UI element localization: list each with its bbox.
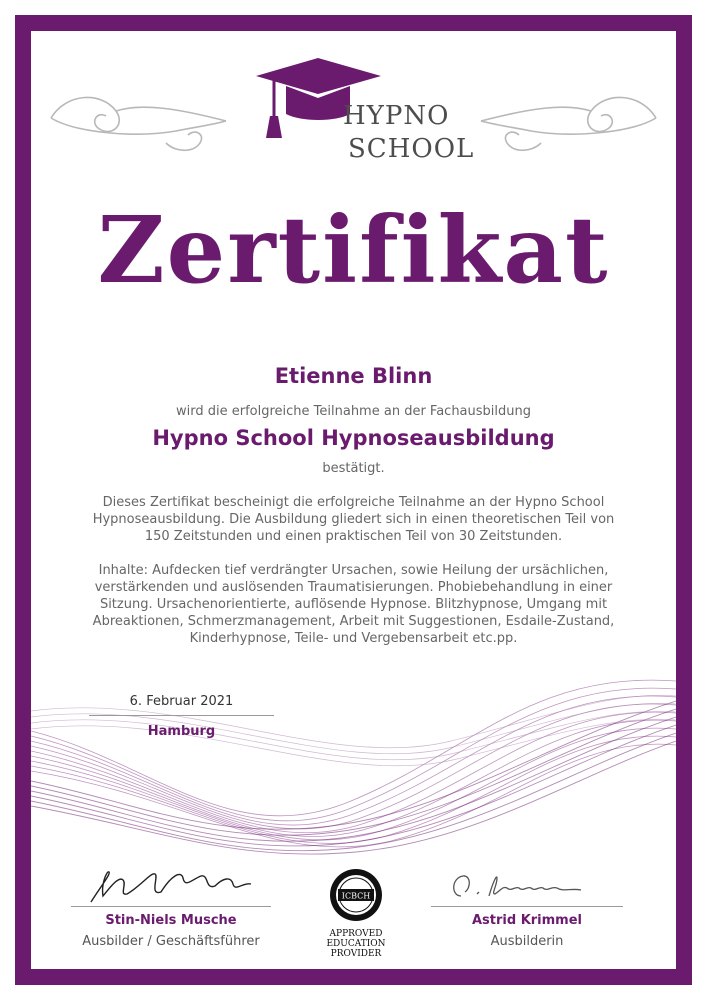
right-flourish-icon xyxy=(476,83,661,158)
certificate-title: Zertifikat xyxy=(97,196,610,304)
signatory-role-left: Ausbilder / Geschäftsführer xyxy=(82,934,260,949)
signature-krimmel-icon xyxy=(431,866,623,906)
signature-line-left xyxy=(71,906,271,907)
course-name: Hypno School Hypnoseausbildung xyxy=(152,426,555,450)
seal-line-approved: APPROVED xyxy=(329,929,383,939)
issue-date: 6. Februar 2021 xyxy=(129,694,234,709)
seal-line-education: EDUCATION xyxy=(326,939,386,949)
signatory-role-right: Ausbilderin xyxy=(490,934,564,949)
logo-text-school: SCHOOL xyxy=(348,134,475,164)
issue-city: Hamburg xyxy=(147,724,216,739)
signatory-name-right: Astrid Krimmel xyxy=(471,913,583,928)
signature-block-left xyxy=(71,866,271,949)
intro-text: wird die erfolgreiche Teilnahme an der Fachausbildung xyxy=(176,404,531,419)
icbch-seal xyxy=(321,867,391,967)
seal-acronym: ICBCH xyxy=(341,891,371,901)
signature-block-right xyxy=(431,866,623,949)
date-place-block xyxy=(89,694,274,739)
seal-line-provider: PROVIDER xyxy=(330,949,382,959)
description-paragraph: Dieses Zertifikat bescheinigt die erfolgreiche Teilnahme an der Hypno School Hypnoseausbildung. Die Ausbildung gliedert sich in einen theoretischen Teil von 150 Zeitstunden und einen praktischen Teil von 30 Zeitstunden. xyxy=(92,495,615,544)
contents-paragraph: Inhalte: Aufdecken tief verdrängter Ursachen, sowie Heilung der ursächlichen, verstärkenden und auslösenden Traumatisierungen. Phobiebehandlung in einer Sitzung. Ursachenorientierte, auflösende Hypnose. Blitzhypnose, Umgang mit Abreaktionen, Schmerzmanagement, Arbeit mit Suggestionen, Esdaile-Zustand, Kinderhypnose, Teile- und Vergebensarbeit etc.pp. xyxy=(92,563,615,646)
signature-musche-icon xyxy=(71,866,271,906)
hypno-school-logo xyxy=(256,56,475,164)
confirmed-text: bestätigt. xyxy=(322,461,385,476)
recipient-name: Etienne Blinn xyxy=(274,364,433,388)
icbch-seal-icon xyxy=(328,867,384,923)
signature-line-right xyxy=(431,906,623,907)
left-flourish-icon xyxy=(46,83,231,158)
date-underline xyxy=(89,715,274,716)
purple-wave-decoration xyxy=(31,651,676,881)
logo-text-hypno: HYPNO xyxy=(343,101,450,131)
signatory-name-left: Stin-Niels Musche xyxy=(105,913,237,928)
certificate-sheet xyxy=(31,31,676,969)
